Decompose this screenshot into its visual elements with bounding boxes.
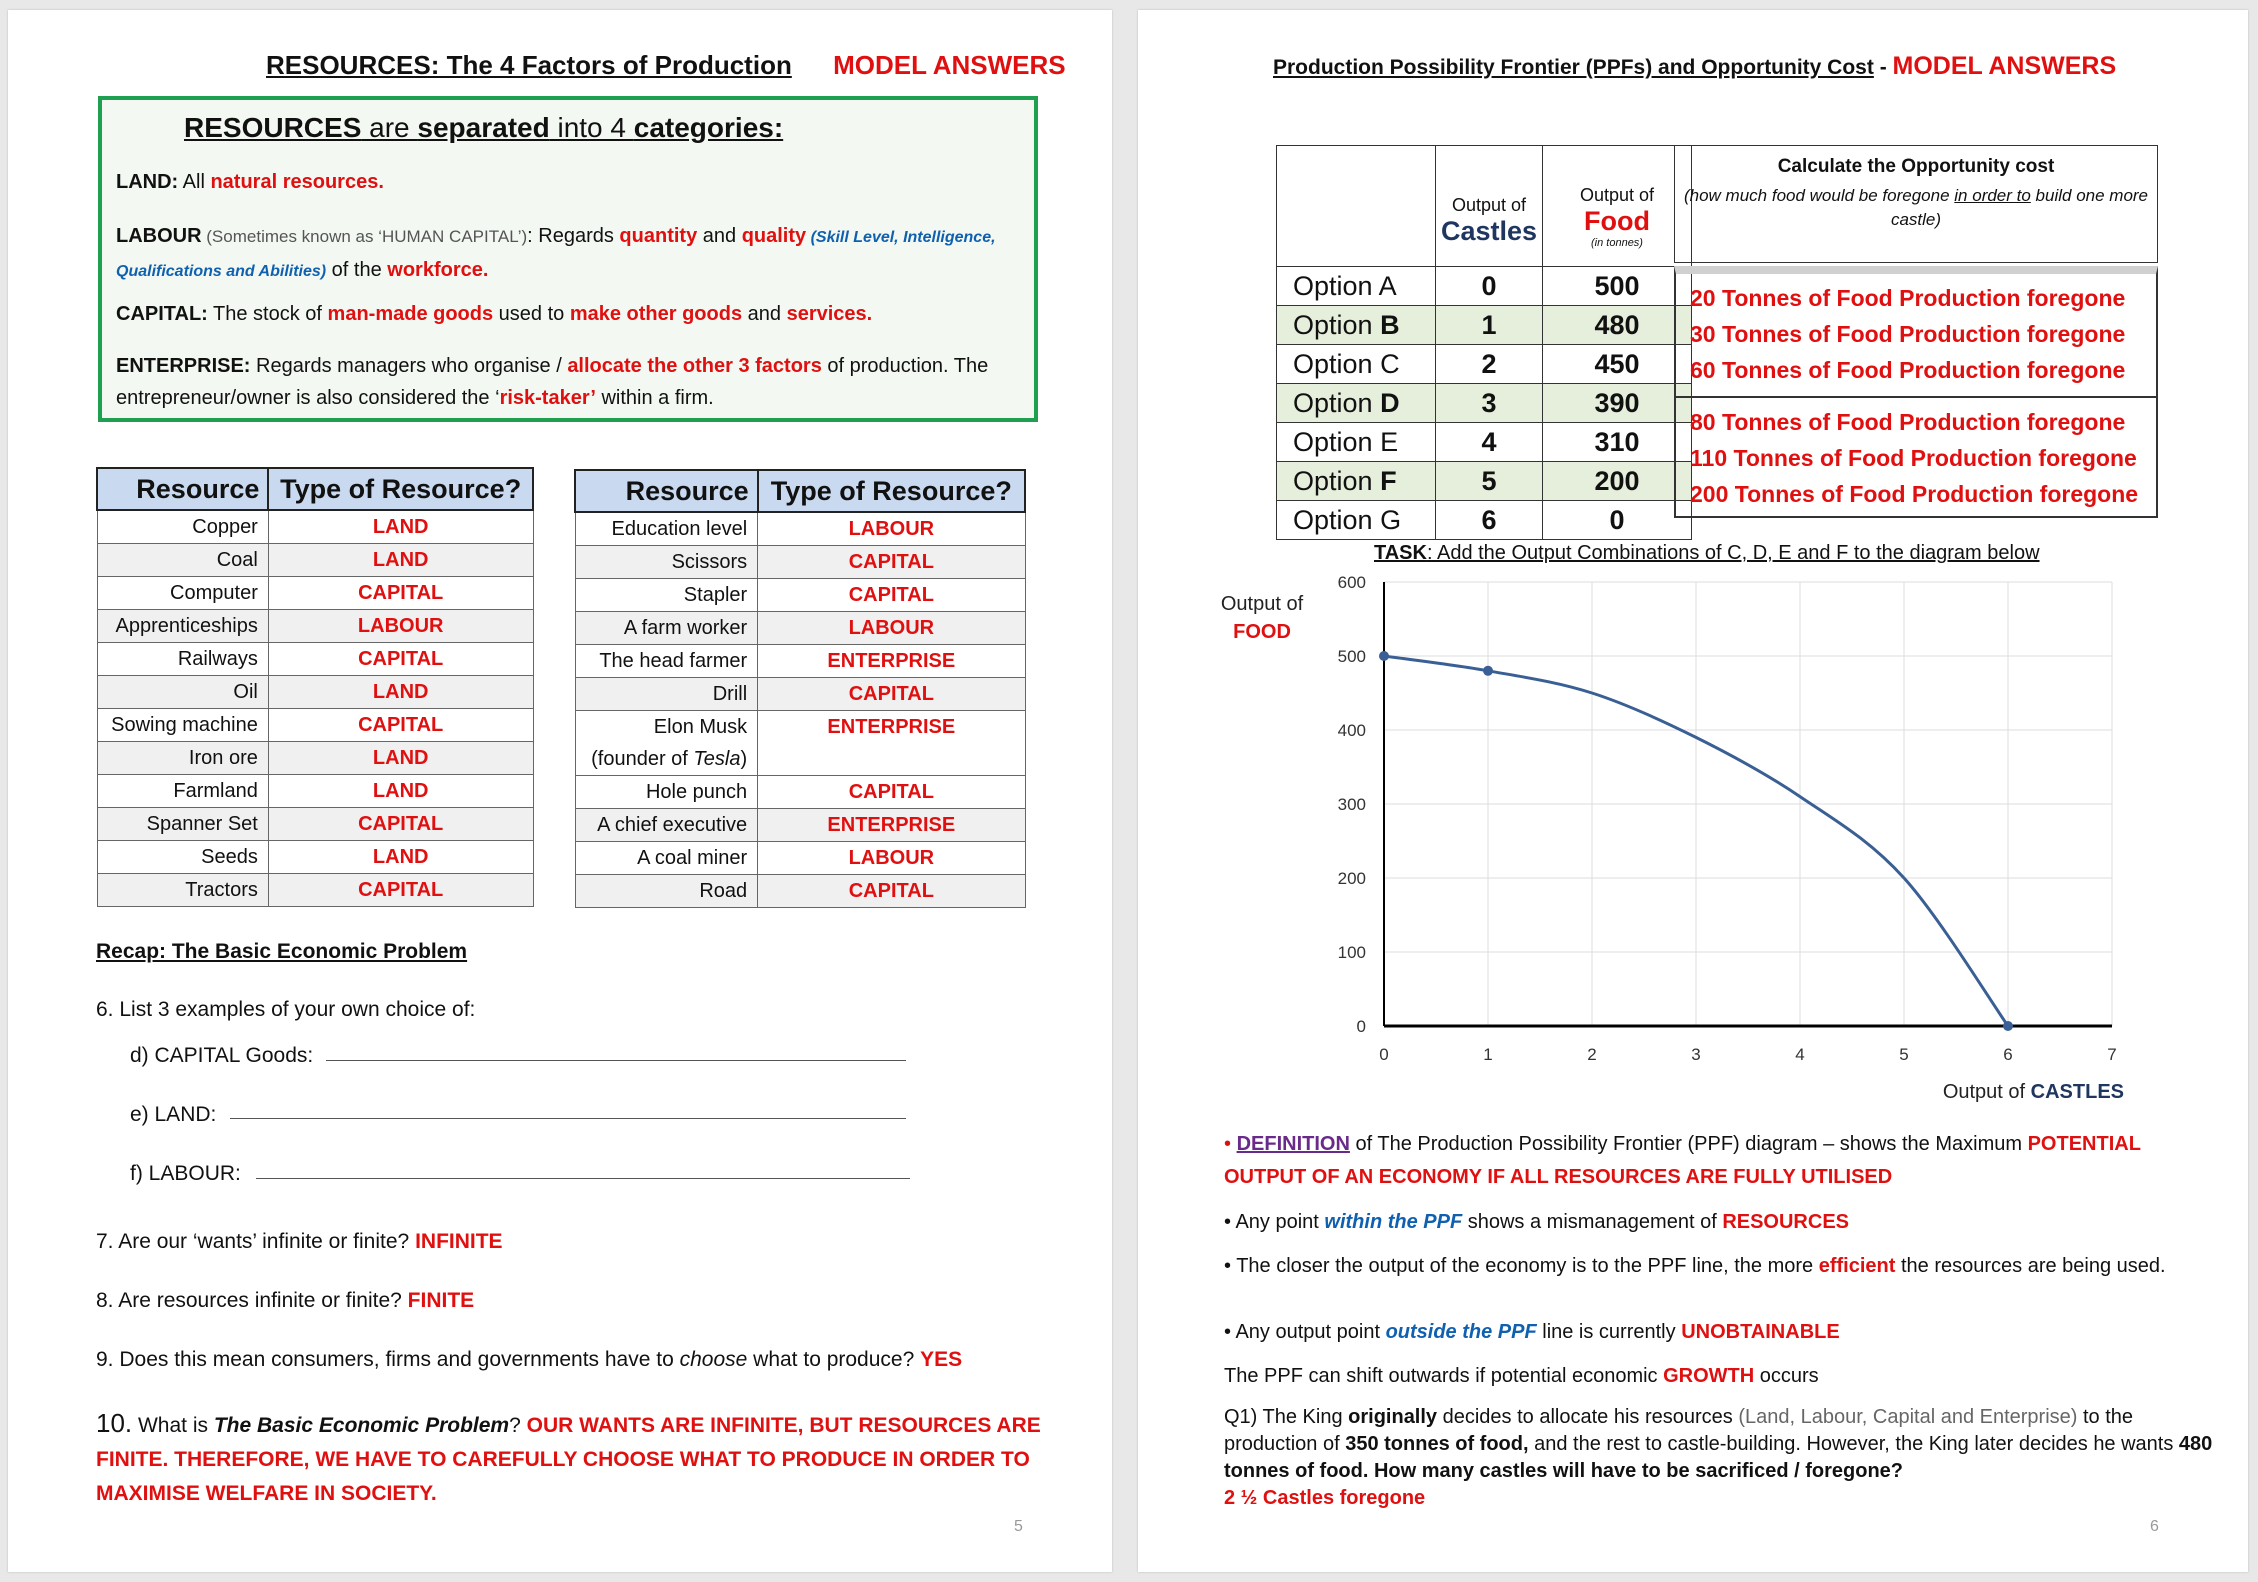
food-value: 450 <box>1543 345 1692 384</box>
box-heading: RESOURCES are separated into 4 categories: <box>184 112 784 143</box>
question-6d: d) CAPITAL Goods: <box>130 1044 314 1067</box>
table-row <box>575 711 1025 744</box>
ppf-definition: • DEFINITION of The Production Possibility Frontier (PPF) diagram – shows the Maximum POTENTIAL OUTPUT OF AN ECONOMY IF ALL RESOURCES ARE FULLY UTILISED <box>1224 1133 2141 1188</box>
resource-cell: Stapler <box>575 579 758 612</box>
castles-value: 0 <box>1436 267 1543 306</box>
col-type: Type of Resource? <box>758 470 1025 512</box>
capital-definition: CAPITAL: The stock of man-made goods used to make other goods and services. <box>116 303 873 325</box>
type-cell: LABOUR <box>758 842 1025 875</box>
food-value: 0 <box>1543 501 1692 540</box>
page-number: 6 <box>2150 1518 2159 1535</box>
table-row <box>97 775 533 808</box>
resource-cell: Farmland <box>97 775 268 808</box>
type-cell: LAND <box>268 742 533 775</box>
option-row <box>1277 384 1692 423</box>
y-tick-label: 500 <box>1337 647 1366 666</box>
resource-cell: (founder of Tesla) <box>575 743 758 776</box>
oc-answer: 30 Tonnes of Food Production foregone <box>1690 321 2126 347</box>
enterprise-definition: ENTERPRISE: Regards managers who organise / allocate the other 3 factors of production. The entrepreneur/owner is also considered the ‘risk-taker’ within a firm. <box>116 355 989 409</box>
castles-value: 3 <box>1436 384 1543 423</box>
resource-cell: Computer <box>97 577 268 610</box>
ppf-shift-note: The PPF can shift outwards if potential economic GROWTH occurs <box>1224 1365 1819 1387</box>
y-tick-label: 100 <box>1337 943 1366 962</box>
page2-title: Production Possibility Frontier (PPFs) and Opportunity Cost - MODEL ANSWERS <box>1273 52 2117 80</box>
ppf-chart <box>1190 560 2150 1120</box>
option-row <box>1277 306 1692 345</box>
x-tick-label: 7 <box>2107 1045 2117 1064</box>
table-row <box>575 512 1025 546</box>
resource-cell: Coal <box>97 544 268 577</box>
option-row <box>1277 345 1692 384</box>
resource-cell: Copper <box>97 510 268 544</box>
oc-answer: 200 Tonnes of Food Production foregone <box>1690 481 2139 507</box>
resources-definition-box <box>98 96 1038 422</box>
option-name: Option E <box>1277 423 1436 462</box>
type-cell: CAPITAL <box>758 546 1025 579</box>
answer-line-6e[interactable] <box>230 1118 906 1119</box>
x-axis-label: Output of CASTLES <box>1942 1081 2124 1103</box>
type-cell: ENTERPRISE <box>758 809 1025 842</box>
page-5 <box>8 10 1112 1572</box>
oc-answer: 110 Tonnes of Food Production foregone <box>1690 445 2137 471</box>
type-cell: LABOUR <box>268 610 533 643</box>
resource-cell: A farm worker <box>575 612 758 645</box>
resource-cell: Spanner Set <box>97 808 268 841</box>
option-name: Option G <box>1277 501 1436 540</box>
page-number: 5 <box>1014 1518 1023 1535</box>
table-row <box>97 874 533 907</box>
resource-cell: Sowing machine <box>97 709 268 742</box>
castles-value: 6 <box>1436 501 1543 540</box>
oc-answer: 60 Tonnes of Food Production foregone <box>1690 357 2126 383</box>
y-tick-label: 200 <box>1337 869 1366 888</box>
table-row <box>97 610 533 643</box>
food-value: 310 <box>1543 423 1692 462</box>
question-8: 8. Are resources infinite or finite? FINITE <box>96 1289 475 1312</box>
table-row <box>575 678 1025 711</box>
table-row <box>575 776 1025 809</box>
y-tick-label: 0 <box>1356 1017 1366 1036</box>
ppf-output-table <box>1276 145 1692 540</box>
type-cell: LAND <box>268 676 533 709</box>
x-tick-label: 3 <box>1691 1045 1701 1064</box>
type-cell: CAPITAL <box>758 875 1025 908</box>
type-cell: ENTERPRISE <box>758 711 1025 744</box>
q1-answer: 2 ½ Castles foregone <box>1224 1487 1426 1509</box>
type-cell: LAND <box>268 841 533 874</box>
table-row <box>97 742 533 775</box>
table-row <box>97 544 533 577</box>
option-name: Option B <box>1277 306 1436 345</box>
type-cell: LABOUR <box>758 512 1025 546</box>
land-definition: LAND: All natural resources. <box>116 171 384 193</box>
option-name: Option A <box>1277 267 1436 306</box>
y-tick-label: 400 <box>1337 721 1366 740</box>
resource-cell: Drill <box>575 678 758 711</box>
ppf-point <box>1379 651 1389 661</box>
table-row <box>575 579 1025 612</box>
task-instruction: TASK: Add the Output Combinations of C, D, E and F to the diagram below <box>1374 542 2040 564</box>
option-name: Option C <box>1277 345 1436 384</box>
castles-value: 2 <box>1436 345 1543 384</box>
y-tick-label: 300 <box>1337 795 1366 814</box>
opportunity-cost-header: Calculate the Opportunity cost (how much food would be foregone in order to build one more castle) <box>1674 145 2158 263</box>
y-axis-label: Output of <box>1220 593 1304 615</box>
table-row <box>575 645 1025 678</box>
food-value: 480 <box>1543 306 1692 345</box>
type-cell <box>758 743 1025 776</box>
answer-line-6d[interactable] <box>326 1060 906 1061</box>
castles-value: 4 <box>1436 423 1543 462</box>
oc-answer: 20 Tonnes of Food Production foregone <box>1690 285 2126 311</box>
type-cell: CAPITAL <box>758 678 1025 711</box>
model-answers-label: MODEL ANSWERS <box>1892 52 2117 80</box>
resource-cell: A chief executive <box>575 809 758 842</box>
y-axis-label-food: FOOD <box>1233 621 1291 643</box>
bullet-efficiency: • The closer the output of the economy is to the PPF line, the more efficient the resources are being used. <box>1224 1255 2166 1277</box>
x-tick-label: 6 <box>2003 1045 2013 1064</box>
type-cell: LABOUR <box>758 612 1025 645</box>
table-row <box>575 612 1025 645</box>
col-type: Type of Resource? <box>268 468 533 510</box>
type-cell: CAPITAL <box>758 579 1025 612</box>
ppf-point <box>2003 1021 2013 1031</box>
type-cell: LAND <box>268 510 533 544</box>
table-row <box>97 643 533 676</box>
type-cell: LAND <box>268 775 533 808</box>
food-value: 200 <box>1543 462 1692 501</box>
x-tick-label: 5 <box>1899 1045 1909 1064</box>
type-cell: CAPITAL <box>268 709 533 742</box>
bullet-within-ppf: • Any point within the PPF shows a mismanagement of RESOURCES <box>1224 1211 1850 1233</box>
resource-cell: A coal miner <box>575 842 758 875</box>
type-cell: CAPITAL <box>268 577 533 610</box>
resource-cell: The head farmer <box>575 645 758 678</box>
table-row <box>97 841 533 874</box>
resource-cell: Seeds <box>97 841 268 874</box>
option-row <box>1277 423 1692 462</box>
question-6f: f) LABOUR: <box>130 1162 241 1185</box>
x-tick-label: 4 <box>1795 1045 1805 1064</box>
resource-table-1 <box>96 467 534 907</box>
question-6e: e) LAND: <box>130 1103 217 1126</box>
resource-cell: Oil <box>97 676 268 709</box>
bullet-outside-ppf: • Any output point outside the PPF line is currently UNOBTAINABLE <box>1224 1321 1840 1343</box>
option-row <box>1277 267 1692 306</box>
type-cell: CAPITAL <box>268 808 533 841</box>
table-row <box>575 546 1025 579</box>
question-10: 10. What is The Basic Economic Problem? OUR WANTS ARE INFINITE, BUT RESOURCES ARE FINITE. THEREFORE, WE HAVE TO CAREFULLY CHOOSE WHAT TO PRODUCE IN ORDER TO MAXIMISE WELFARE IN SOCIETY. <box>96 1408 1041 1505</box>
resource-cell: Tractors <box>97 874 268 907</box>
resource-cell: Railways <box>97 643 268 676</box>
col-resource: Resource <box>575 470 758 512</box>
ppf-point <box>1483 666 1493 676</box>
table-row <box>97 577 533 610</box>
y-tick-label: 600 <box>1337 573 1366 592</box>
resource-cell: Iron ore <box>97 742 268 775</box>
x-tick-label: 1 <box>1483 1045 1493 1064</box>
food-value: 500 <box>1543 267 1692 306</box>
table-row <box>575 875 1025 908</box>
x-tick-label: 2 <box>1587 1045 1597 1064</box>
option-row <box>1277 501 1692 540</box>
resource-cell: Road <box>575 875 758 908</box>
answer-line-6f[interactable] <box>256 1178 910 1179</box>
type-cell: LAND <box>268 544 533 577</box>
question-q1: Q1) The King originally decides to allocate his resources (Land, Labour, Capital and Enterprise) to the production of 350 tonnes of food, and the rest to castle-building. However, the King later decides he wants 480 tonnes of food. How many castles will have to be sacrificed / foregone? 2 ½ Castles foregone <box>1224 1404 2224 1512</box>
question-9: 9. Does this mean consumers, firms and governments have to choose what to produce? YES <box>96 1348 963 1371</box>
castles-value: 5 <box>1436 462 1543 501</box>
col-resource: Resource <box>97 468 268 510</box>
food-column-header: Output of Food (in tonnes) <box>1543 146 1692 267</box>
opportunity-cost-answers-1 <box>1674 266 2158 398</box>
type-cell: CAPITAL <box>268 874 533 907</box>
castles-value: 1 <box>1436 306 1543 345</box>
resource-cell: Hole punch <box>575 776 758 809</box>
question-7: 7. Are our ‘wants’ infinite or finite? INFINITE <box>96 1230 503 1253</box>
resource-cell: Elon Musk <box>575 711 758 744</box>
table-row <box>575 743 1025 776</box>
resource-cell: Education level <box>575 512 758 546</box>
type-cell: CAPITAL <box>268 643 533 676</box>
labour-definition: LABOUR (Sometimes known as ‘HUMAN CAPITAL’): Regards quantity and quality (Skill Level, Intelligence, Qualifications and Abilities) of the workforce. <box>116 225 996 281</box>
table-row <box>97 709 533 742</box>
table-row <box>575 842 1025 875</box>
type-cell: CAPITAL <box>758 776 1025 809</box>
resource-table-2 <box>574 469 1026 908</box>
table-row <box>97 676 533 709</box>
option-name: Option F <box>1277 462 1436 501</box>
x-tick-label: 0 <box>1379 1045 1389 1064</box>
option-name: Option D <box>1277 384 1436 423</box>
resource-cell: Scissors <box>575 546 758 579</box>
table-row <box>575 809 1025 842</box>
table-row <box>97 510 533 544</box>
table-row <box>97 808 533 841</box>
type-cell: ENTERPRISE <box>758 645 1025 678</box>
oc-answer: 80 Tonnes of Food Production foregone <box>1690 409 2126 435</box>
resource-cell: Apprenticeships <box>97 610 268 643</box>
castles-column-header: Output of Castles <box>1436 146 1543 267</box>
page1-title: RESOURCES: The 4 Factors of Production MODEL ANSWERS <box>266 50 1066 80</box>
food-value: 390 <box>1543 384 1692 423</box>
model-answers-label: MODEL ANSWERS <box>833 50 1066 80</box>
recap-heading: Recap: The Basic Economic Problem <box>96 940 468 963</box>
option-row <box>1277 462 1692 501</box>
question-6: 6. List 3 examples of your own choice of: <box>96 998 476 1021</box>
opportunity-cost-answers-2 <box>1674 396 2158 518</box>
